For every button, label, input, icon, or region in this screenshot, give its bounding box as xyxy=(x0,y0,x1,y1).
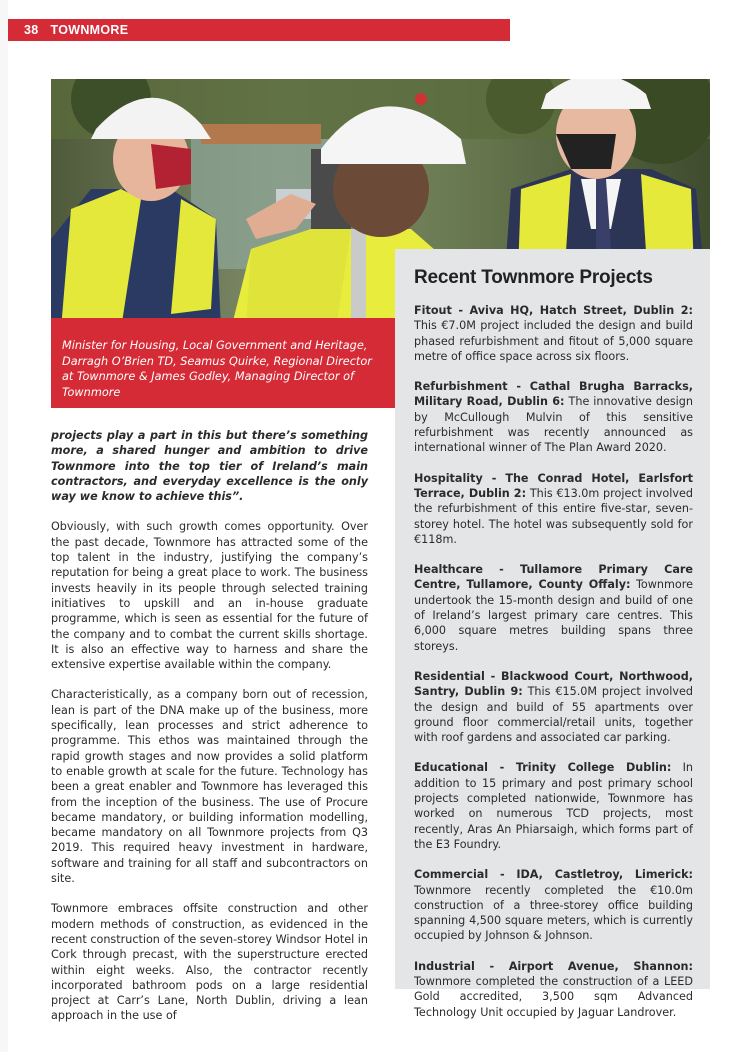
project-title: Hospitality - The Conrad Hotel, Earlsfort Terrace, Dublin 2: xyxy=(414,471,693,500)
article-paragraph: Townmore embraces offsite construction and other modern methods of construction, as evidenced in the recent construction of the seven-storey Windsor Hotel in Cork through precast, with the superstructure erected within eight weeks. Also, the contractor recently incorporated bathroom pods on a large residential project at Carr’s Lane, North Dublin, driving a lean approach in the use of xyxy=(51,902,368,1023)
project-item xyxy=(414,760,693,852)
project-text: Townmore completed the construction of a LEED Gold accredited, 3,500 sqm Advanced Technology Unit occupied by Jaguar Landrover. xyxy=(414,974,693,1019)
project-title: Fitout - Aviva HQ, Hatch Street, Dublin 2: xyxy=(414,304,693,317)
article-paragraph: Obviously, with such growth comes opportunity. Over the past decade, Townmore has attracted some of the top talent in the industry, justifying the company’s reputation for being a great place to work. The business invests heavily in its people through selected training initiatives to upskill and an in-house graduate programme, which is seen as essential for the future of the company and to combat the current skills shortage. It is also an effective way to harness and share the extensive expertise available within the company. xyxy=(51,520,368,672)
project-item xyxy=(414,959,693,1020)
project-item xyxy=(414,303,693,364)
project-title: Industrial - Airport Avenue, Shannon: xyxy=(414,959,693,973)
project-title: Healthcare - Tullamore Primary Care Centre, Tullamore, County Offaly: xyxy=(414,563,693,592)
article-paragraph: Characteristically, as a company born out of recession, lean is part of the DNA make up of the business, more specifically, lean processes and strict adherence to programme. This ethos was maintained through the rapid growth stages and now provides a solid platform to enable growth at scale for the future. Technology has been a great enabler and Townmore has leveraged this from the inception of the business. The use of Procure became mandatory, or building information modelling, became mandatory on all Townmore projects from Q3 2019. This required heavy investment in hardware, software and training for all staff and subcontractors on site. xyxy=(51,688,368,886)
project-item xyxy=(414,562,693,654)
project-item xyxy=(414,669,693,745)
project-text: In addition to 15 primary and post primary school projects completed nationwide, Townmore has worked on numerous TCD projects, most recently, Aras An Phiarsaigh, which forms part of the E3 Foundry. xyxy=(414,761,694,851)
photo-caption: Minister for Housing, Local Government and Heritage, Darragh O’Brien TD, Seamus Quirke, Regional Director at Townmore & James Godley, Managing Director of Townmore xyxy=(51,318,395,408)
project-title: Residential - Blackwood Court, Northwood, Santry, Dublin 9: xyxy=(414,669,693,699)
page-header xyxy=(8,19,510,41)
project-title: Refurbishment - Cathal Brugha Barracks, Military Road, Dublin 6: xyxy=(414,380,693,409)
project-item xyxy=(414,379,693,455)
project-text: The innovative design by McCullough Mulvin of this sensitive refurbishment was recently announced as international winner of The Plan Award 2020. xyxy=(414,395,693,455)
project-item xyxy=(414,867,693,943)
recent-projects-box xyxy=(395,249,710,1019)
article-body xyxy=(51,428,368,1039)
project-title: Commercial - IDA, Castletroy, Limerick: xyxy=(414,868,693,882)
page-number: 38 xyxy=(24,23,39,37)
project-text: Townmore undertook the 15-month design and build of one of Ireland’s largest primary care centres. This 6,000 square metres building spans three storeys. xyxy=(414,578,693,653)
project-text: This €15.0M project involved the design and build of 55 apartments over ground floor commercial/retail units, together with roof gardens and associated car parking. xyxy=(414,685,693,745)
pull-quote: projects play a part in this but there’s something more, a shared hunger and ambition to drive Townmore into the top tier of Ireland’s main contractors, and everyday excellence is the only way we know to achieve this”. xyxy=(51,429,368,504)
project-text: This €13.0m project involved the refurbishment of this entire five-star, seven-storey hotel. The hotel was subsequently sold for €118m. xyxy=(414,486,693,546)
project-text: Townmore recently completed the €10.0m construction of a three-storey office building spanning 4,500 square meters, which is currently occupied by Johnson & Johnson. xyxy=(414,883,693,943)
project-text: This €7.0M project included the design and build phased refurbishment and fitout of 5,000 square metre of office space across six floors. xyxy=(414,319,693,363)
project-item xyxy=(414,471,693,547)
brand-name: TOWNMORE xyxy=(50,23,129,37)
project-title: Educational - Trinity College Dublin: xyxy=(414,761,672,775)
projects-title: Recent Townmore Projects xyxy=(414,267,653,288)
